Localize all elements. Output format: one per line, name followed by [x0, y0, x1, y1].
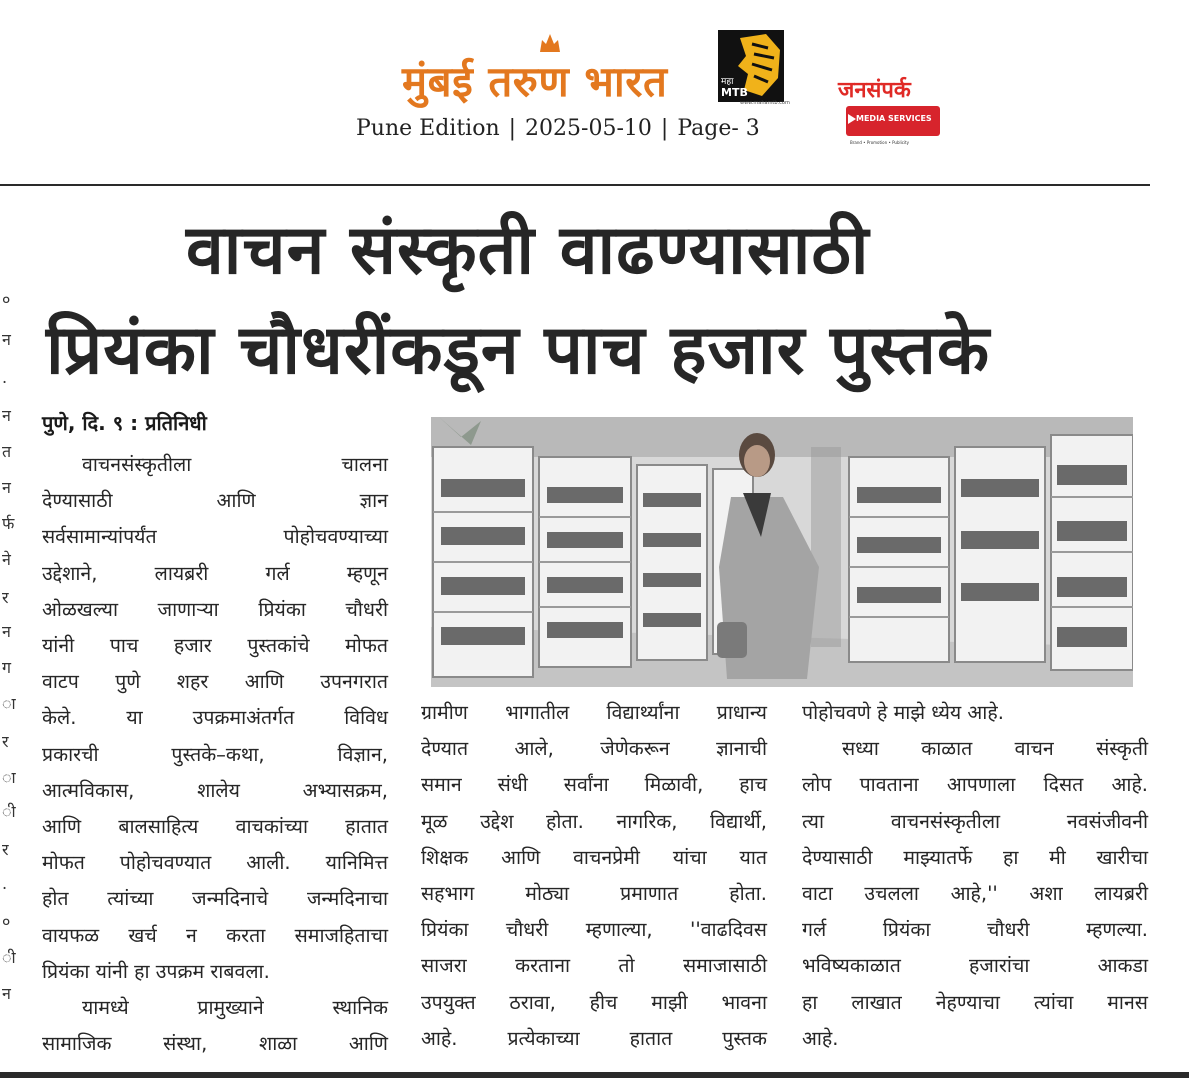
- article-line: यामध्ये प्रामुख्याने स्थानिक: [82, 996, 388, 1020]
- article-line: मूळ उद्देश होता. नागरिक, विद्यार्थी,: [421, 809, 767, 833]
- article-line: देण्यात आले, जेणेकरून ज्ञानाची: [421, 737, 767, 761]
- page-number: Page- 3: [677, 116, 760, 141]
- agency-logo-name: जनसंपर्क: [838, 78, 911, 103]
- margin-fragment: न: [2, 984, 11, 1003]
- article-line: शिक्षक आणि वाचनप्रेमी यांचा यात: [421, 845, 767, 869]
- article-column-3: [802, 695, 1148, 1057]
- margin-fragment: र: [2, 732, 9, 751]
- article-line: वाटप पुणे शहर आणि उपनगरात: [42, 670, 388, 694]
- article-line: सहभाग मोठ्या प्रमाणात होता.: [421, 882, 767, 906]
- article-line: सामाजिक संस्था, शाळा आणि: [42, 1032, 388, 1056]
- article-line: सर्वसामान्यांपर्यंत पोहोचवण्याच्या: [42, 525, 388, 549]
- margin-fragment: ा: [2, 768, 16, 787]
- article-line: आहे.: [802, 1026, 839, 1050]
- article-column-2: [421, 695, 767, 1057]
- margin-fragment: र: [2, 840, 9, 859]
- margin-fragment: ग: [2, 658, 12, 677]
- previous-column-fragments: [0, 0, 14, 1070]
- article-line: मोफत पोहोचवण्यात आली. यानिमित्त: [42, 851, 388, 875]
- article-line: देण्यासाठी माझ्यातर्फे हा मी खारीचा: [802, 845, 1148, 869]
- article-line: भविष्यकाळात हजारांचा आकडा: [802, 954, 1148, 978]
- article-line: वायफळ खर्च न करता समाजहिताचा: [42, 923, 388, 947]
- margin-fragment: ०: [2, 290, 11, 309]
- mtb-logo-maha: महा: [721, 77, 734, 87]
- article-line: उपयुक्त ठरावा, हीच माझी भावना: [421, 990, 767, 1014]
- article-line: समान संधी सर्वांना मिळावी, हाच: [421, 773, 767, 797]
- margin-fragment: न: [2, 406, 11, 425]
- margin-fragment: ी: [2, 802, 16, 821]
- article-line: गर्ल प्रियंका चौधरी म्हणल्या.: [802, 918, 1148, 942]
- bottom-rule: [0, 1072, 1189, 1078]
- edition-date: 2025-05-10: [525, 116, 652, 141]
- mtb-logo-text: MTB: [721, 86, 748, 99]
- article-line: देण्यासाठी आणि ज्ञान: [42, 489, 388, 513]
- agency-logo-sub: MEDIA SERVICES: [856, 114, 932, 123]
- play-icon: [848, 114, 856, 124]
- article-line: आत्मविकास, शालेय अभ्यासक्रम,: [42, 778, 388, 802]
- edition-name: Pune Edition: [356, 116, 500, 141]
- article-line: त्या वाचनसंस्कृतीला नवसंजीवनी: [802, 809, 1148, 833]
- margin-fragment: न: [2, 330, 11, 349]
- margin-fragment: ी: [2, 948, 16, 967]
- article-line: साजरा करताना तो समाजासाठी: [421, 954, 767, 978]
- article-line: ग्रामीण भागातील विद्यार्थ्यांना प्राधान्य: [421, 701, 767, 724]
- margin-fragment: र: [2, 588, 9, 607]
- article-line: ओळखल्या जाणाऱ्या प्रियंका चौधरी: [42, 597, 388, 621]
- margin-fragment: ०: [2, 912, 11, 931]
- article-line: उद्देशाने, लायब्ररी गर्ल म्हणून: [42, 561, 388, 585]
- mtb-logo-url: www.mahamtb.com: [740, 100, 790, 106]
- masthead: [0, 0, 1189, 180]
- temple-emblem-icon: [536, 32, 564, 54]
- article-line: वाटा उचलला आहे,'' अशा लायब्ररी: [802, 882, 1148, 906]
- maha-mtb-logo: [718, 30, 784, 102]
- article-line: पोहोचवणे हे माझे ध्येय आहे.: [802, 701, 1004, 724]
- article-line: होत त्यांच्या जन्मदिनाचे जन्मदिनाचा: [42, 887, 388, 911]
- margin-fragment: ने: [2, 550, 11, 569]
- library-shelves-photo: [431, 417, 1133, 687]
- margin-fragment: न: [2, 622, 11, 641]
- separator: |: [660, 116, 669, 141]
- top-rule: [0, 184, 1150, 186]
- margin-fragment: त: [2, 442, 12, 461]
- article-line: आणि बालसाहित्य वाचकांच्या हातात: [42, 815, 388, 839]
- edition-line: [356, 116, 760, 141]
- article-column-1: [42, 447, 388, 1062]
- margin-fragment: र्फ: [2, 514, 15, 533]
- headline-line-1: वाचन संस्कृती वाढण्यासाठी: [186, 211, 870, 290]
- article-line: प्रकारची पुस्तके–कथा, विज्ञान,: [42, 742, 388, 766]
- dateline: पुणे, दि. ९ : प्रतिनिधी: [42, 411, 207, 435]
- margin-fragment: .: [2, 874, 8, 893]
- newspaper-title: मुंबई तरुण भारत: [402, 57, 668, 106]
- margin-fragment: न: [2, 478, 11, 497]
- headline-line-2: प्रियंका चौधरींकडून पाच हजार पुस्तके: [46, 311, 991, 390]
- article-line: प्रियंका यांनी हा उपक्रम राबवला.: [42, 959, 270, 983]
- article-line: आहे. प्रत्येकाच्या हातात पुस्तक: [421, 1026, 767, 1050]
- article-line: लोप पावताना आपणाला दिसत आहे.: [802, 773, 1148, 797]
- article-line: यांनी पाच हजार पुस्तकांचे मोफत: [42, 634, 388, 658]
- article-line: केले. या उपक्रमाअंतर्गत विविध: [42, 706, 388, 730]
- jansampark-logo: [838, 74, 952, 152]
- article-line: वाचनसंस्कृतीला चालना: [82, 453, 388, 476]
- article-line: हा लाखात नेहण्याचा त्यांचा मानस: [802, 990, 1148, 1014]
- margin-fragment: ा: [2, 694, 16, 713]
- article-line: सध्या काळात वाचन संस्कृती: [842, 737, 1148, 761]
- article-photo: [431, 417, 1133, 687]
- margin-fragment: .: [2, 368, 8, 387]
- agency-logo-tagline: Brand • Promotion • Publicity: [850, 140, 909, 145]
- separator: |: [508, 116, 517, 141]
- article-line: प्रियंका चौधरी म्हणाल्या, ''वाढदिवस: [421, 918, 767, 942]
